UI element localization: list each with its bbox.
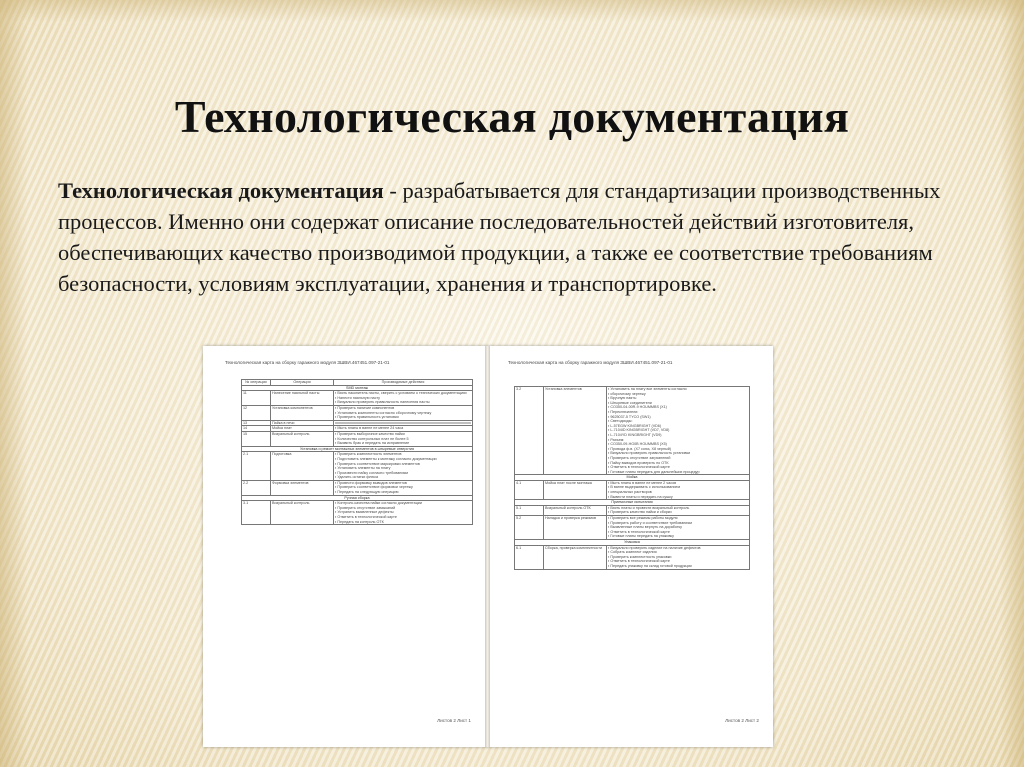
action-line: ▪ CO350-09-HG0B HOUMMBS (X5)	[608, 442, 748, 447]
action-line: ▪ Переключатели:	[608, 410, 748, 415]
action-line: ▪ Провести формовку выводов элементов	[335, 481, 471, 486]
action-line: ▪ Нанести паяльную пасту	[335, 396, 471, 401]
action-line: ▪ Установить на плату все элементы согласно	[608, 387, 748, 392]
page-header: Технологическая карта на сборку гаражного модуля ЗШВИ.467451.097-21-01	[508, 360, 673, 365]
action-line: ▪ Проверить наличие компонентов	[335, 406, 471, 411]
operation-name: Мойка плат	[271, 426, 334, 432]
operation-name: Визуальный контроль	[271, 501, 334, 525]
action-line: ▪ L-7104ID KINGBRIGHT (VD7, VD8)	[608, 428, 748, 433]
table-row	[242, 405, 473, 420]
operation-name: Подготовка	[271, 452, 334, 481]
table-row	[242, 452, 473, 481]
action-line: ▪ Вывести платы и передать на сушку	[608, 495, 748, 500]
table-row	[242, 480, 473, 495]
page-footer: Листов 2 Лист 2	[725, 718, 759, 723]
action-line: ▪ Готовые платы передать для дальнейших процедур	[608, 470, 748, 475]
action-line: ▪ Визуально проверить правильность нанесения пасты	[335, 400, 471, 405]
section-title: Установка и ремонт монтажных элементов в штыревые отверстия	[242, 446, 473, 452]
action-line: ▪ Собрать комплект изделия	[608, 550, 748, 555]
operation-number: 11	[242, 391, 271, 406]
operation-number: 14	[242, 426, 271, 432]
document-page-left	[203, 346, 485, 747]
action-line: ▪ Проверить все режимы работы модуля	[608, 516, 748, 521]
table-row	[515, 505, 750, 515]
action-line: ▪ Проверить соответствие формовки чертежу	[335, 485, 471, 490]
action-line: ▪ L-57EGW KINGBRIGHT (VD6)	[608, 424, 748, 429]
table-header-cell: Операция	[271, 380, 334, 386]
action-line: ▪ Подготовить элементы к монтажу согласно документации	[335, 457, 471, 462]
action-line: ▪ сборочному чертежу	[608, 392, 748, 397]
operation-actions	[334, 405, 473, 420]
table-row	[242, 501, 473, 525]
operation-name: Сборка, проверка комплектности	[544, 545, 607, 569]
table-row	[515, 516, 750, 540]
action-line: ▪ Вручную паять:	[608, 396, 748, 401]
page-header: Технологическая карта на сборку гаражного модуля ЗШВИ.467451.097-21-01	[225, 360, 390, 365]
table-row	[242, 391, 473, 406]
action-line: ▪ специальных растворов	[608, 490, 748, 495]
slide-title: Технологическая документация	[174, 91, 850, 142]
table-row	[515, 387, 750, 475]
action-line: ▪ CO350-04-00R-9 HOUMMBS (X1)	[608, 405, 748, 410]
operation-actions	[334, 452, 473, 481]
action-line: ▪ Проверить отсутствие загрязнений	[608, 456, 748, 461]
operation-actions	[607, 480, 750, 499]
section-title: Ручная сборка	[242, 495, 473, 501]
action-line: ▪ Взять накопитель пасты, сверить с условием о технических документациях	[335, 391, 471, 396]
action-line: ▪ Выявить брак и передать на исправление	[335, 441, 471, 446]
action-line: ▪ Контроль качества пайки согласно документации	[335, 501, 471, 506]
operation-name: Установка элементов	[544, 387, 607, 475]
action-line: ▪ Готовые платы передать на упаковку	[608, 534, 748, 539]
section-title: Приемочные испытания	[515, 500, 750, 506]
operation-number: 12	[242, 405, 271, 420]
document-image	[203, 346, 773, 747]
operation-number: 6.1	[515, 545, 544, 569]
operation-number: 13	[242, 420, 271, 426]
table-row	[242, 431, 473, 446]
section-title: Мойка	[515, 475, 750, 481]
action-line: ▪ Визуально проверить правильность установки	[608, 451, 748, 456]
operation-name: Наладка и проверка режимов	[544, 516, 607, 540]
action-line: ▪ Удалить остатки флюса	[335, 475, 471, 480]
operation-number: 3.1	[242, 501, 271, 525]
action-line: ▪ Передать на контроль ОТК	[335, 520, 471, 525]
body-term: Технологическая документация	[58, 178, 384, 203]
operation-actions	[334, 391, 473, 406]
action-line: ▪ Отметить в технологической карте	[608, 559, 748, 564]
action-line: ▪ Проверить соответствие маркировки элементов	[335, 462, 471, 467]
action-line: ▪ Пайку выводов проверить по ОТК	[608, 461, 748, 466]
table-row	[515, 545, 750, 569]
body-definition: - разрабатывается для стандартизации производственных процессов. Именно они содержат описание последовательностей действий изготовителя, обеспечивающих качество производимой продукции, а также ее соответствие требованиям безопасности, условиям эксплуатации, хранения и транспортировке.	[58, 178, 941, 296]
action-line: ▪ Отметить в технологической карте	[608, 465, 748, 470]
action-line: ▪ Произвести пайку согласно требованиям	[335, 471, 471, 476]
action-line: ▪ 9625037-5 TYCO (SW1)	[608, 415, 748, 420]
page-footer: Листов 2 Лист 1	[437, 718, 471, 723]
operation-number: 15	[242, 431, 271, 446]
slide-frame-top	[0, 0, 1024, 22]
action-line: ▪ Светодиоды:	[608, 419, 748, 424]
action-line: ▪ Проверить комплектность элементов	[335, 452, 471, 457]
action-line: ▪ Взять платы и провести визуальный контроль	[608, 506, 748, 511]
action-line: ▪ Проверить выборочное качество пайки	[335, 432, 471, 437]
operation-name: Пайка в печи	[271, 420, 334, 426]
operation-actions	[607, 387, 750, 475]
operation-name: Визуальный контроль ОТК	[544, 505, 607, 515]
section-title: Упаковка	[515, 540, 750, 546]
operation-name: Формовка элементов	[271, 480, 334, 495]
process-table	[241, 379, 473, 525]
action-line: ▪ Проверить правильность установки	[335, 415, 471, 420]
action-line: ▪ Визуально проверить изделие на наличие дефектов	[608, 546, 748, 551]
action-line: ▪ Проверить комплектность упаковки	[608, 555, 748, 560]
operation-number: 2.1	[242, 452, 271, 481]
operation-name: Мойка плат после монтажа	[544, 480, 607, 499]
action-line: ▪ Выявленные платы вернуть на доработку	[608, 525, 748, 530]
operation-actions	[607, 505, 750, 515]
empty-line	[335, 422, 471, 423]
action-line: ▪ Установить компоненты согласно сборочному чертежу	[335, 411, 471, 416]
operation-actions	[607, 516, 750, 540]
action-line: ▪ Провода ф.в. (X7 союз, X8 черный)	[608, 447, 748, 452]
operation-number: 5.1	[515, 505, 544, 515]
operation-number: 5.2	[515, 516, 544, 540]
operation-name: Установка компонентов	[271, 405, 334, 420]
action-line: ▪ Мыть платы в ванне не менее 2 часов	[608, 481, 748, 486]
action-line: ▪ Мыть платы в ванне не менее 24 часа	[335, 426, 471, 431]
action-line: ▪ Передать на следующую операцию	[335, 490, 471, 495]
action-line: ▪ Отметить в технологической карте	[608, 530, 748, 535]
action-line: ▪ Разъем:	[608, 438, 748, 443]
action-line: ▪ Штыревые соединители	[608, 401, 748, 406]
operation-name: Визуальный контроль	[271, 431, 334, 446]
action-line: ▪ Количество контрольных плат не более 5	[335, 437, 471, 442]
action-line: ▪ L-7104YD KINGBRIGHT (VD9)	[608, 433, 748, 438]
action-line: ▪ Проверить работу и соответствие требованиям	[608, 521, 748, 526]
slide-body-text	[58, 175, 958, 299]
action-line: ▪ Передать упаковку на склад готовой продукции	[608, 564, 748, 569]
action-line: ▪ Проверить качество пайки и сборки	[608, 510, 748, 515]
action-line: ▪ Установить элементы на плату	[335, 466, 471, 471]
operation-actions	[334, 480, 473, 495]
table-header-cell: № операции	[242, 380, 271, 386]
action-line: ▪ В ванне выдерживать с использованием	[608, 485, 748, 490]
action-line: ▪ Устранить выявленные дефекты	[335, 510, 471, 515]
table-row	[515, 480, 750, 499]
table-header-cell: Производимые действия	[334, 380, 473, 386]
operation-actions	[334, 501, 473, 525]
operation-actions	[334, 431, 473, 446]
action-line: ▪ Отметить в технологической карте	[335, 515, 471, 520]
operation-number: 4.1	[515, 480, 544, 499]
action-line: ▪ Проверить отсутствие замыканий	[335, 506, 471, 511]
operation-name: Нанесение паяльной пасты	[271, 391, 334, 406]
document-page-right	[490, 346, 773, 747]
section-title: SMD монтаж	[242, 385, 473, 391]
process-table	[514, 386, 750, 570]
operation-number: 2.2	[242, 480, 271, 495]
operation-number: 3.2	[515, 387, 544, 475]
operation-actions	[607, 545, 750, 569]
